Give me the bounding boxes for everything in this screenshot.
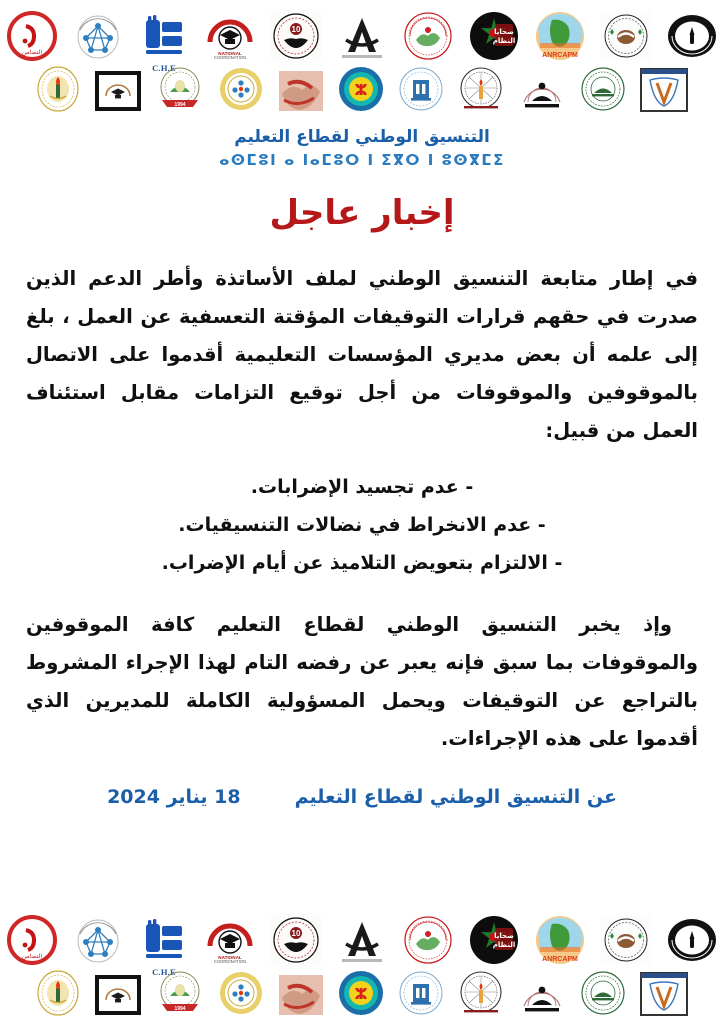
logo-framed-blue-v <box>640 972 688 1016</box>
logo-gold-medal-seal <box>218 970 264 1016</box>
demands-list <box>26 468 698 582</box>
svg-text:النظام: النظام <box>492 941 516 949</box>
logo-row-bottom-2 <box>0 970 724 1016</box>
logo-band-bottom <box>0 908 724 1024</box>
logo-caption-che: C.H.E <box>152 967 176 977</box>
svg-text:1994: 1994 <box>174 1006 186 1012</box>
svg-text:النظام: النظام <box>492 37 516 45</box>
svg-text:1994: 1994 <box>174 102 186 108</box>
logo-clasped-hands-photo <box>278 70 324 112</box>
list-item: - الالتزام بتعويض التلاميذ عن أيام الإضراب. <box>161 552 563 575</box>
logo-people-network-circle <box>72 10 124 62</box>
svg-text:ⵣ: ⵣ <box>354 81 368 99</box>
logo-dahaya-black-star <box>468 10 520 62</box>
logo-red-circle-emblem <box>402 914 454 966</box>
logo-hands-10-badge <box>270 10 322 62</box>
organization-name-arabic: التنسيق الوطني لقطاع التعليم <box>234 127 490 147</box>
svg-text:NATIONAL: NATIONAL <box>218 955 242 960</box>
logo-red-circle-emblem <box>402 10 454 62</box>
logo-red-ring-arabic <box>6 10 58 62</box>
logo-anacapm-morocco-map <box>534 914 586 966</box>
logo-handshake-wreath <box>600 10 652 62</box>
logo-black-oval-fist <box>666 914 718 966</box>
logo-red-ring-arabic <box>6 914 58 966</box>
signature-organization: عن التنسيق الوطني لقطاع التعليم <box>294 786 617 809</box>
logo-dahaya-black-star <box>468 914 520 966</box>
logo-black-oval-fist <box>666 10 718 62</box>
logo-row-top-1 <box>0 10 724 73</box>
svg-text:ضحايا: ضحايا <box>494 28 514 36</box>
organization-name-tifinagh: ⴰⵙⵎⵓⵏ ⴰ ⵏⴰⵎⵓⵔ ⵏ ⵉⴳⵔ ⵏ ⵓⵙⴳⵎⵉ <box>219 151 505 170</box>
masthead <box>0 114 724 234</box>
paragraph-statement: وإذ يخبر التنسيق الوطني لقطاع التعليم كافة الموقوفين والموقوفات بما سبق فإنه يعبر عن رفضه التام لهذا الإجراء المشروط بالتراجع عن التوقيفات ويحمل المسؤولية الكاملة للمديرين الذي أقدموا على هذه الإجراءات. <box>26 613 698 751</box>
list-item: - عدم تجسيد الإضرابات. <box>250 476 474 499</box>
logo-letter-a-monogram <box>336 10 388 62</box>
svg-text:10: 10 <box>291 929 301 938</box>
logo-green-seal-circle <box>580 970 626 1016</box>
svg-text:NATIONAL: NATIONAL <box>218 51 242 56</box>
logo-figure-book-arc <box>518 68 566 112</box>
logo-band-top <box>0 0 724 114</box>
svg-text:10: 10 <box>291 25 301 34</box>
logo-black-frame-cap <box>94 974 142 1016</box>
logo-candle-grid-circle <box>458 66 504 112</box>
signature-date: 18 يناير 2024 <box>107 786 241 809</box>
logo-blue-building-seal <box>398 970 444 1016</box>
logo-people-network-circle <box>72 914 124 966</box>
logo-blue-building-seal <box>398 66 444 112</box>
logo-framed-blue-v <box>640 68 688 112</box>
logo-hands-10-badge <box>270 914 322 966</box>
logo-tifinagh-yaz-teal <box>338 66 384 112</box>
document-body <box>0 234 724 908</box>
logo-che-blue-fist <box>138 14 190 73</box>
logo-che-blue-fist <box>138 918 190 977</box>
logo-candle-grid-circle <box>458 970 504 1016</box>
logo-figure-book-arc <box>518 972 566 1016</box>
logo-green-seal-circle <box>580 66 626 112</box>
logo-anacapm-morocco-map <box>534 10 586 62</box>
logo-gold-oval-torch <box>36 970 80 1016</box>
logo-tifinagh-yaz-teal <box>338 970 384 1016</box>
svg-text:COORDINATION: COORDINATION <box>213 959 247 964</box>
headline-urgent-news: إخبار عاجل <box>269 192 455 233</box>
logo-graduation-cap-arc <box>204 10 256 62</box>
svg-text:COORDINATION: COORDINATION <box>213 55 247 60</box>
logo-row-bottom-1 <box>0 914 724 977</box>
logo-ribbon-crest <box>156 970 204 1016</box>
logo-graduation-cap-arc <box>204 914 256 966</box>
logo-gold-oval-torch <box>36 66 80 112</box>
logo-black-frame-cap <box>94 70 142 112</box>
logo-caption-che: C.H.E <box>152 63 176 73</box>
logo-ribbon-crest <box>156 66 204 112</box>
svg-text:ANRCAPM: ANRCAPM <box>542 956 578 963</box>
logo-letter-a-monogram <box>336 914 388 966</box>
logo-handshake-wreath <box>600 914 652 966</box>
svg-text:ANRCAPM: ANRCAPM <box>542 52 578 59</box>
signature-row <box>26 784 698 811</box>
svg-text:ⵣ: ⵣ <box>354 985 368 1003</box>
logo-clasped-hands-photo <box>278 974 324 1016</box>
logo-gold-medal-seal <box>218 66 264 112</box>
paragraph-intro: في إطار متابعة التنسيق الوطني لملف الأساتذة وأطر الدعم الذين صدرت في حقهم قرارات التوقيفات المؤقتة التعسفية عن العمل ، بلغ إلى علمه أن بعض مديري المؤسسات التعليمية أقدموا على الاتصال بالموقوفين والموقوفات من أجل توقيع التزامات مقابل استئناف العمل من قبيل: <box>26 267 698 443</box>
logo-row-top-2 <box>0 66 724 112</box>
svg-text:ضحايا: ضحايا <box>494 932 514 940</box>
list-item: - عدم الانخراط في نضالات التنسيقيات. <box>178 514 546 537</box>
svg-text:التضامن: التضامن <box>21 49 43 56</box>
svg-text:التضامن: التضامن <box>21 953 43 960</box>
